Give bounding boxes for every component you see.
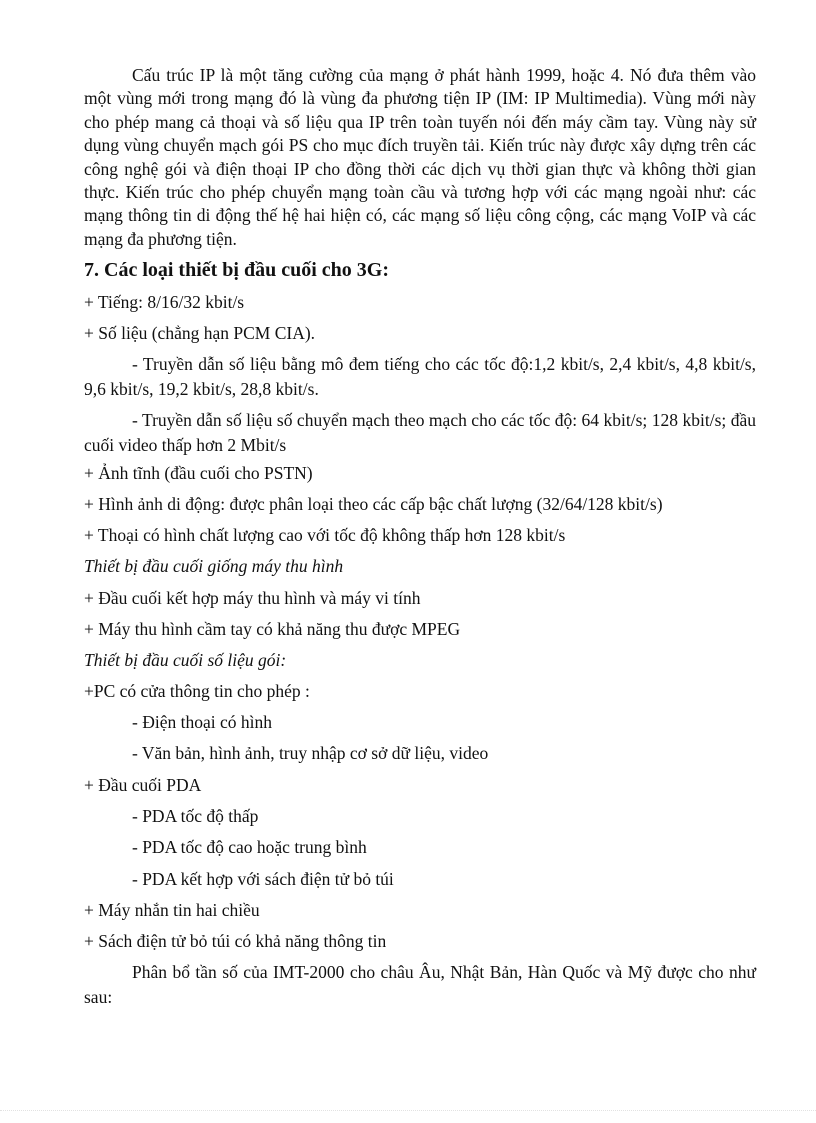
- list-item-pda-high: - PDA tốc độ cao hoặc trung bình: [132, 837, 367, 857]
- page-bottom-divider: [0, 1110, 816, 1111]
- list-item-pager: + Máy nhắn tin hai chiều: [84, 900, 260, 920]
- subheading-packet: Thiết bị đầu cuối số liệu gói:: [84, 650, 287, 670]
- list-item-hinh-anh: + Hình ảnh di động: được phân loại theo các cấp bậc chất lượng (32/64/128 kbit/s): [84, 494, 663, 514]
- subheading-tv: Thiết bị đầu cuối giống máy thu hình: [84, 556, 344, 576]
- list-item-anh-tinh: + Ảnh tĩnh (đầu cuối cho PSTN): [84, 463, 313, 483]
- intro-paragraph: [84, 64, 756, 251]
- list-item-tv-pc: + Đầu cuối kết hợp máy thu hình và máy vi tính: [84, 588, 421, 608]
- intro-text: Cấu trúc IP là một tăng cường của mạng ở phát hành 1999, hoặc 4. Nó đưa thêm vào một vùng mới trong mạng đó là vùng đa phương tiện IP (IM: IP Multimedia). Vùng mới này cho phép mang cả thoại và số liệu qua IP trên toàn tuyến nói đến máy cầm tay. Vùng này sử dụng vùng chuyển mạch gói PS cho mục đích truyền tải. Kiến trúc này được xây dựng trên các công nghệ gói và điện thoại IP cho đồng thời các dịch vụ thời gian thực và không thời gian thực. Kiến trúc cho phép chuyển mạng toàn cầu và tương hợp với các mạng ngoài như: các mạng thông tin di động thế hệ hai hiện có, các mạng số liệu công cộng, các mạng VoIP và các mạng đa phương tiện.: [84, 65, 756, 249]
- list-item-pda: + Đầu cuối PDA: [84, 775, 202, 795]
- list-item-pc: +PC có cửa thông tin cho phép :: [84, 681, 310, 701]
- list-item-pda-low: - PDA tốc độ thấp: [132, 806, 259, 826]
- list-item-tieng: + Tiếng: 8/16/32 kbit/s: [84, 292, 245, 312]
- list-item-circuit: - Truyền dẫn số liệu số chuyển mạch theo mạch cho các tốc độ: 64 kbit/s; 128 kbit/s; đầu cuối video thấp hơn 2 Mbit/s: [84, 410, 756, 455]
- list-item-thoai-hinh: + Thoại có hình chất lượng cao với tốc độ không thấp hơn 128 kbit/s: [84, 525, 566, 545]
- list-item-tv-mpeg: + Máy thu hình cầm tay có khả năng thu được MPEG: [84, 619, 461, 639]
- closing-paragraph: Phân bổ tần số của IMT-2000 cho châu Âu, Nhật Bản, Hàn Quốc và Mỹ được cho như sau:: [84, 962, 756, 1007]
- list-item-modem: - Truyền dẫn số liệu bằng mô đem tiếng cho các tốc độ:1,2 kbit/s, 2,4 kbit/s, 4,8 kbit/s, 9,6 kbit/s, 19,2 kbit/s, 28,8 kbit/s.: [84, 354, 756, 399]
- list-item-so-lieu: + Số liệu (chẳng hạn PCM CIA).: [84, 323, 316, 343]
- section-heading: 7. Các loại thiết bị đầu cuối cho 3G:: [84, 259, 390, 281]
- list-item-pc-text: - Văn bản, hình ảnh, truy nhập cơ sở dữ liệu, video: [132, 743, 489, 763]
- list-item-ebook: + Sách điện tử bỏ túi có khả năng thông tin: [84, 931, 387, 951]
- list-item-pda-ebook: - PDA kết hợp với sách điện tử bỏ túi: [132, 869, 394, 889]
- list-item-pc-phone: - Điện thoại có hình: [132, 712, 272, 732]
